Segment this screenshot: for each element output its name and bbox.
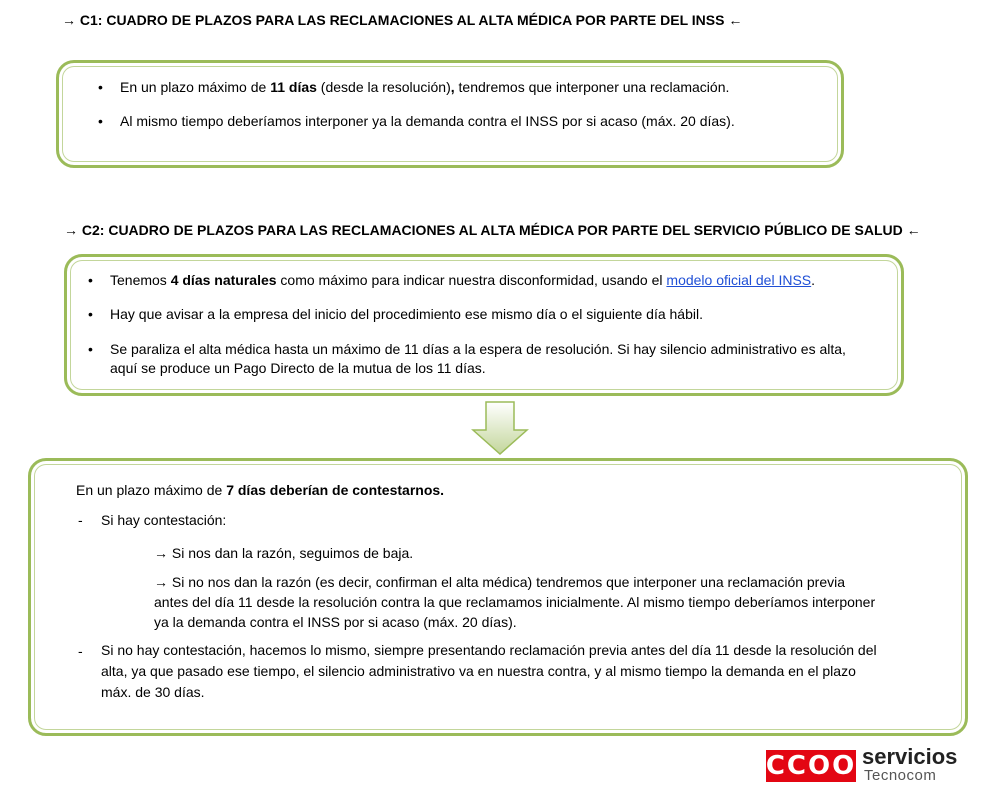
result-intro: En un plazo máximo de 7 días deberían de contestarnos. — [76, 482, 445, 498]
dash-2: - — [78, 643, 83, 659]
c2-bullet-3-cont: aquí se produce un Pago Directo de la mutua de los 11 días. — [110, 360, 486, 376]
modelo-oficial-link[interactable]: modelo oficial del INSS — [666, 272, 812, 288]
c2-bullet-1: • Tenemos 4 días naturales como máximo para indicar nuestra disconformidad, usando el modelo oficial del INSS. — [88, 272, 816, 288]
razon-line: → Si nos dan la razón, seguimos de baja. — [154, 545, 414, 561]
bullet-icon: • — [88, 341, 93, 357]
ccoo-servicios-logo — [765, 744, 958, 784]
servicios-text: servicios — [862, 744, 958, 769]
c1-bullet-2: • Al mismo tiempo deberíamos interponer ya la demanda contra el INSS por si acaso (máx. 20 días). — [98, 113, 735, 129]
no-contest-line-2: alta, ya que pasado ese tiempo, el silencio administrativo va en nuestra contra, y al mismo tiempo la demanda en el plazo — [101, 663, 856, 679]
c2-heading: → C2: CUADRO DE PLAZOS PARA LAS RECLAMACIONES AL ALTA MÉDICA POR PARTE DEL SERVICIO PÚBLICO DE SALUD ← — [64, 222, 921, 238]
dash-1: - — [78, 512, 83, 528]
bullet-icon: • — [98, 79, 103, 95]
bullet-icon: • — [88, 306, 93, 322]
bullet-icon: • — [88, 272, 93, 288]
no-razon-line-2: antes del día 11 desde la resolución contra la que reclamamos inicialmente. Al mismo tiempo deberíamos interponer — [154, 594, 876, 610]
si-contestacion: Si hay contestación: — [101, 512, 227, 528]
no-contest-line-1: Si no hay contestación, hacemos lo mismo, siempre presentando reclamación previa antes del día 11 desde la resolución del — [101, 642, 877, 658]
no-contest-line-3: máx. de 30 días. — [101, 684, 205, 700]
down-arrow-icon — [470, 400, 530, 456]
tecnocom-text: Tecnocom — [864, 767, 937, 784]
ccoo-logo-mark: CCOO — [765, 751, 857, 781]
bullet-icon: • — [98, 113, 103, 129]
c2-bullet-2: • Hay que avisar a la empresa del inicio del procedimiento ese mismo día o el siguiente día hábil. — [88, 306, 703, 322]
no-razon-line-1: → Si no nos dan la razón (es decir, confirman el alta médica) tendremos que interponer una reclamación previa — [154, 574, 846, 590]
c1-bullet-1: • En un plazo máximo de 11 días (desde la resolución), tendremos que interponer una reclamación. — [98, 79, 730, 95]
c1-heading: → C1: CUADRO DE PLAZOS PARA LAS RECLAMACIONES AL ALTA MÉDICA POR PARTE DEL INSS ← — [62, 12, 743, 28]
no-razon-line-3: ya la demanda contra el INSS por si acaso (máx. 20 días). — [154, 614, 517, 630]
c2-bullet-3: • Se paraliza el alta médica hasta un máximo de 11 días a la espera de resolución. Si hay silencio administrativo es alta, — [88, 341, 846, 357]
